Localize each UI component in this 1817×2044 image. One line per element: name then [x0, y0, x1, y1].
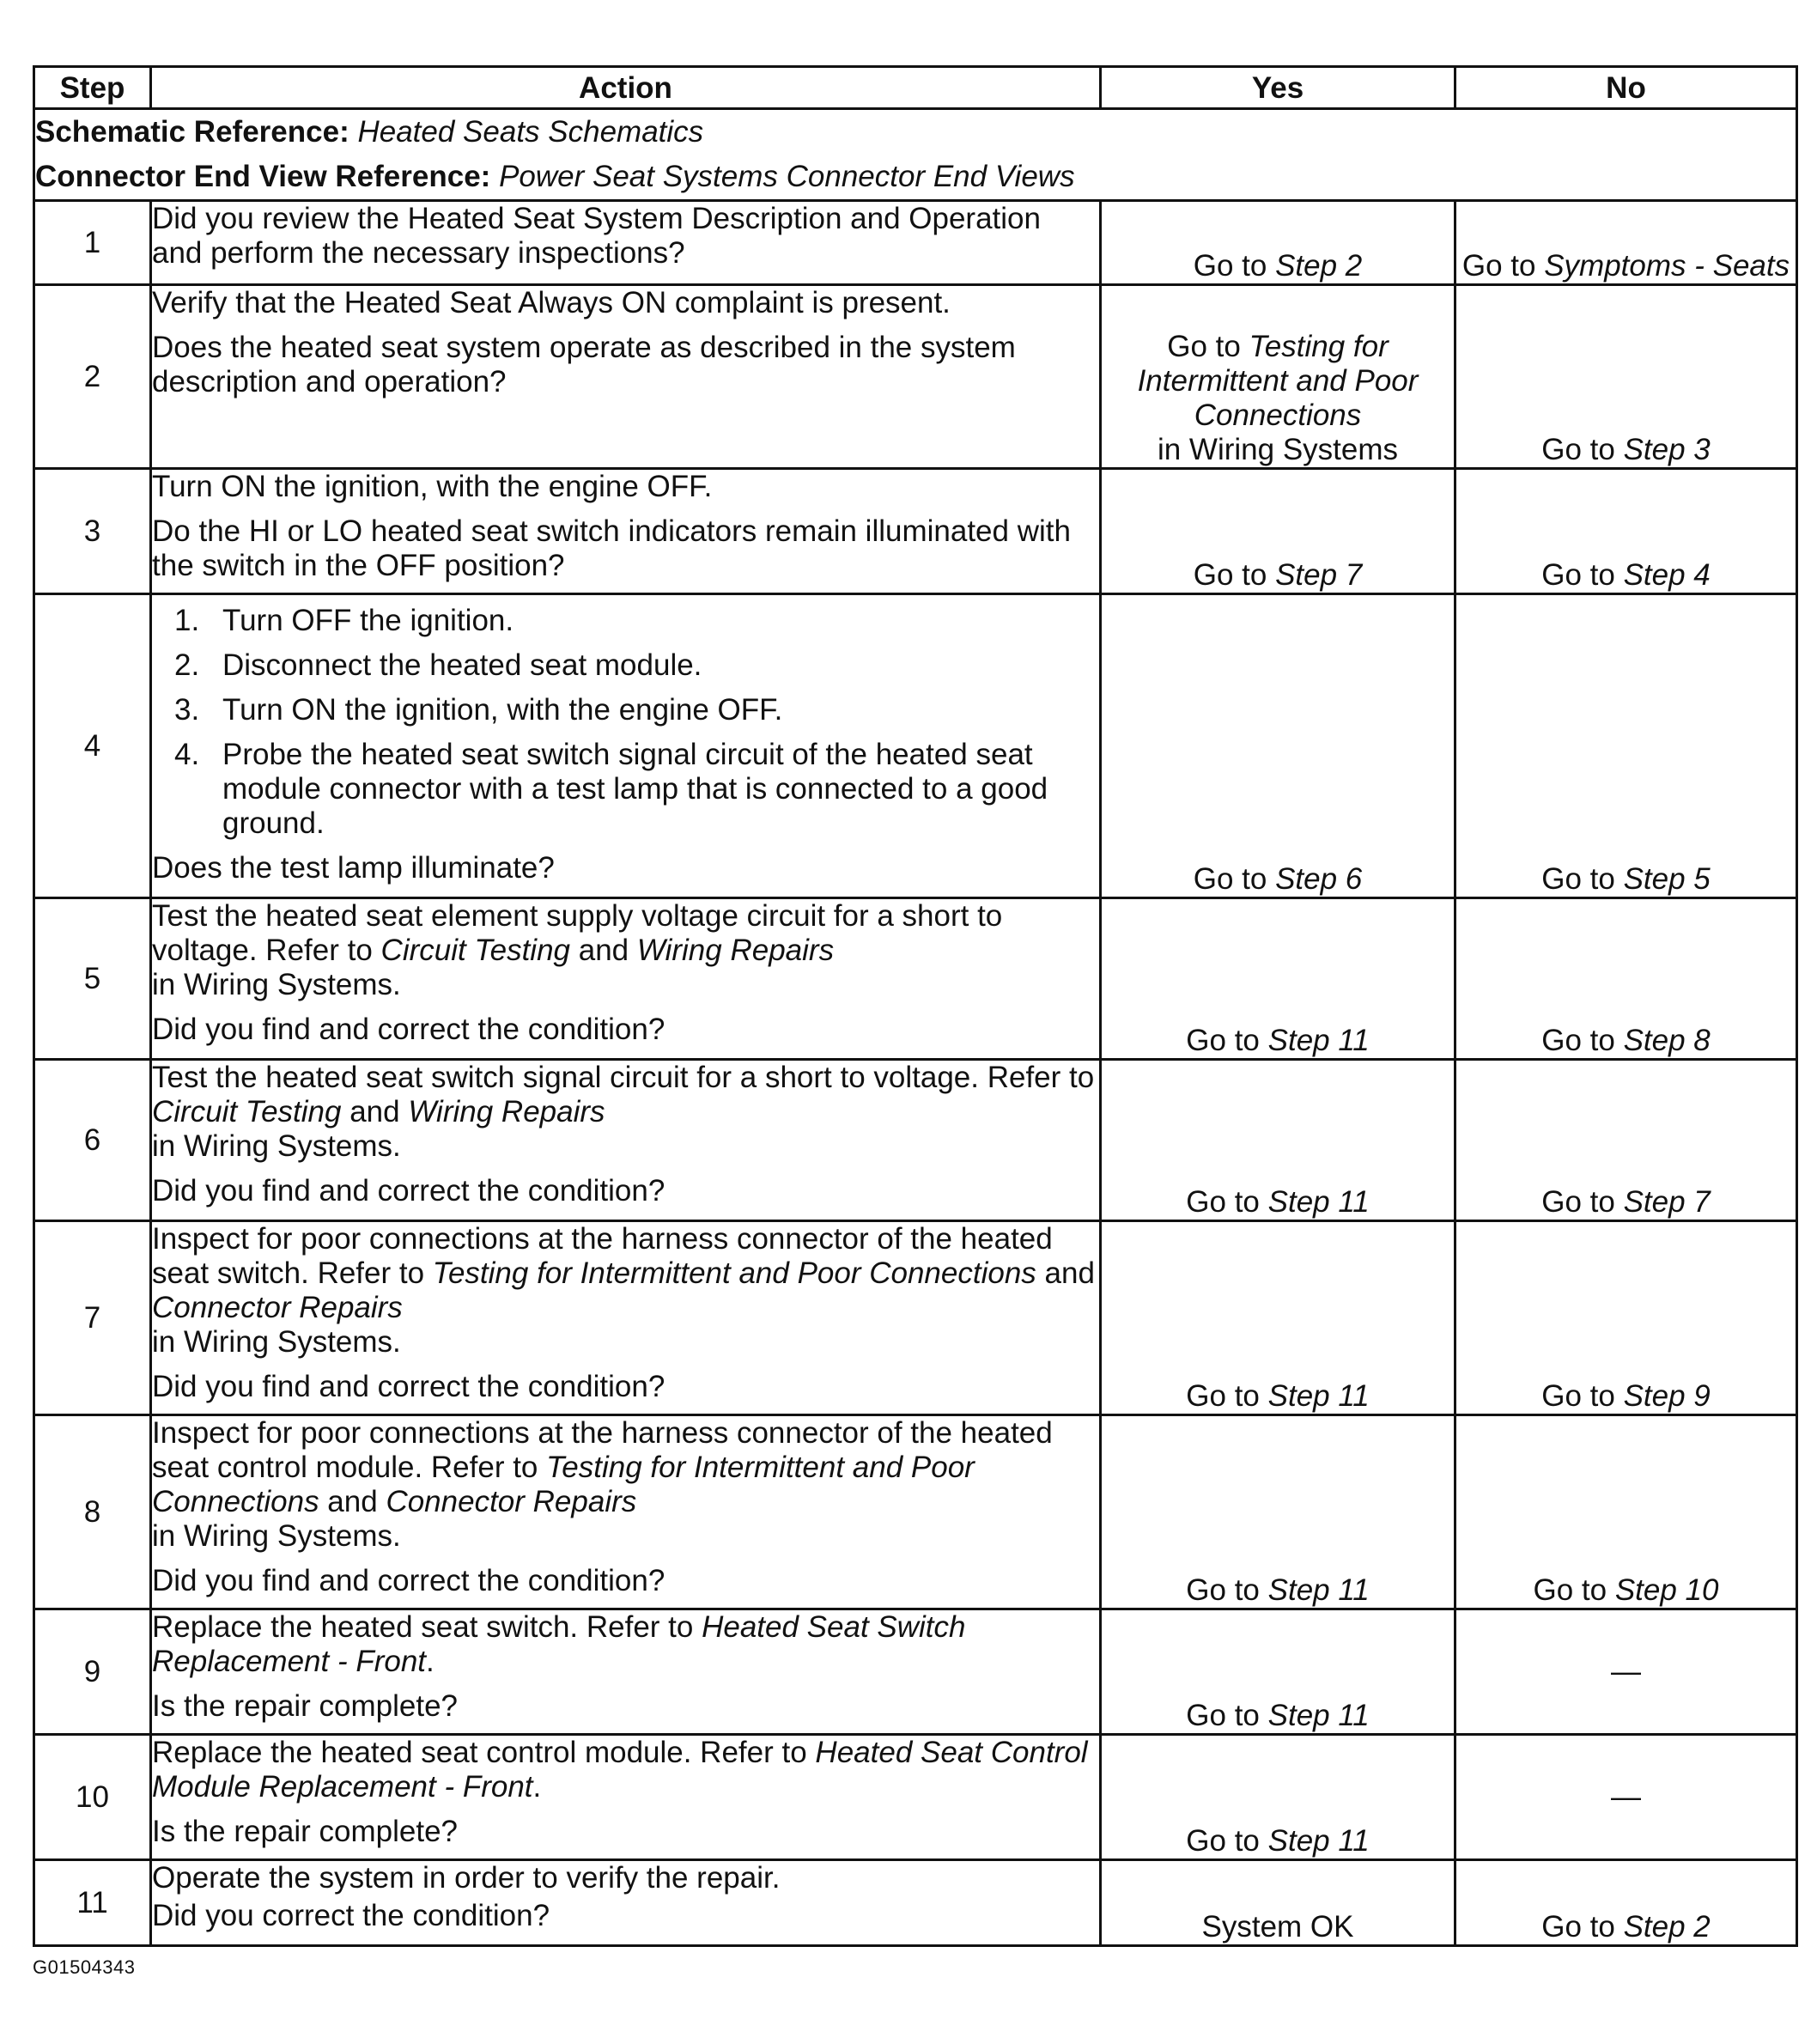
connector-reference: [35, 155, 1796, 199]
table-row: [34, 469, 1797, 594]
no-link: Step 4: [1623, 558, 1711, 592]
action-instruction: [152, 1736, 1099, 1804]
yes-link: Step 11: [1267, 1824, 1370, 1858]
schematic-reference-link: Heated Seats Schematics: [357, 115, 704, 149]
action-text: Test the heated seat element supply voltage circuit for a short to voltage. Refer to: [152, 899, 1003, 967]
step-number: 5: [34, 898, 151, 1060]
no-link: Step 8: [1623, 1024, 1711, 1057]
schematic-reference-label: Schematic Reference:: [35, 115, 349, 149]
procedure-item: [152, 648, 1099, 683]
table-row: [34, 1221, 1797, 1415]
step-number: 9: [34, 1609, 151, 1735]
step-number: 8: [34, 1415, 151, 1609]
action-reference: Wiring Repairs: [408, 1095, 605, 1128]
action-question: Do the HI or LO heated seat switch indicators remain illuminated with the switch in the OFF position?: [152, 514, 1071, 582]
yes-cell: [1101, 285, 1455, 469]
action-text: Replace the heated seat control module. Refer to: [152, 1736, 816, 1769]
action-reference: Connector Repairs: [386, 1485, 637, 1518]
figure-code: G01504343: [33, 1956, 136, 1978]
yes-cell: [1101, 1735, 1455, 1860]
no-prefix: Go to: [1541, 1910, 1624, 1944]
no-link: Symptoms - Seats: [1544, 249, 1790, 283]
no-prefix: Go to: [1541, 433, 1624, 466]
action-text: in Wiring Systems.: [152, 1129, 401, 1163]
action-instruction: [152, 899, 1099, 1002]
action-instruction: [152, 1222, 1099, 1360]
yes-link: Step 11: [1267, 1379, 1370, 1413]
no-prefix: Go to: [1541, 1024, 1624, 1057]
no-prefix: Go to: [1541, 1379, 1624, 1413]
action-cell: [151, 201, 1101, 285]
yes-cell: [1101, 898, 1455, 1060]
table-row: [34, 1735, 1797, 1860]
action-question: Did you correct the condition?: [152, 1899, 550, 1932]
no-prefix: Go to: [1541, 1185, 1624, 1219]
action-reference: Testing for Intermittent and Poor Connections: [152, 1451, 975, 1518]
procedure-item-number: 1.: [174, 604, 200, 637]
no-cell: [1455, 1860, 1797, 1946]
yes-link: Step 6: [1275, 862, 1363, 896]
reference-row: [34, 109, 1797, 201]
yes-link: Step 11: [1267, 1185, 1370, 1219]
table-row: [34, 285, 1797, 469]
yes-cell: [1101, 201, 1455, 285]
yes-prefix: Go to: [1193, 249, 1276, 283]
action-question: Is the repair complete?: [152, 1815, 459, 1848]
no-link: Step 9: [1623, 1379, 1711, 1413]
table-row: [34, 594, 1797, 898]
yes-cell: [1101, 1221, 1455, 1415]
header-no: No: [1455, 67, 1797, 109]
action-instruction: Verify that the Heated Seat Always ON complaint is present.: [152, 286, 951, 319]
no-link: Step 3: [1623, 433, 1711, 466]
yes-prefix: Go to: [1193, 558, 1276, 592]
action-reference: Circuit Testing: [380, 934, 571, 967]
header-yes: Yes: [1101, 67, 1455, 109]
action-text: Inspect for poor connections at the harness connector of the heated seat switch. Refer to: [152, 1222, 1053, 1290]
action-instruction: [152, 1416, 1099, 1554]
table-row: [34, 1609, 1797, 1735]
yes-prefix: Go to: [1167, 330, 1249, 363]
yes-prefix: Go to: [1186, 1699, 1268, 1732]
yes-prefix: Go to: [1186, 1185, 1268, 1219]
action-question: Did you find and correct the condition?: [152, 1370, 665, 1403]
table-row: [34, 201, 1797, 285]
table-row: [34, 1415, 1797, 1609]
action-cell: [151, 898, 1101, 1060]
action-instruction: Operate the system in order to verify the repair.: [152, 1861, 781, 1895]
no-cell: [1455, 1415, 1797, 1609]
reference-cell: [34, 109, 1797, 201]
action-question: Did you find and correct the condition?: [152, 1564, 665, 1597]
yes-link: Step 11: [1267, 1573, 1370, 1607]
yes-link: Step 2: [1275, 249, 1363, 283]
action-question: Did you review the Heated Seat System Description and Operation and perform the necessary inspections?: [152, 202, 1041, 270]
action-text: in Wiring Systems.: [152, 1325, 401, 1359]
no-cell: [1455, 469, 1797, 594]
yes-cell: [1101, 1860, 1455, 1946]
action-question: Does the heated seat system operate as described in the system description and operation?: [152, 331, 1016, 398]
action-text: and: [341, 1095, 409, 1128]
action-cell: [151, 1609, 1101, 1735]
procedure-item: [152, 693, 1099, 727]
yes-prefix: Go to: [1186, 1024, 1268, 1057]
action-cell: [151, 1221, 1101, 1415]
yes-link: Step 11: [1267, 1699, 1370, 1732]
schematic-reference: [35, 110, 1796, 155]
action-instruction: [152, 1061, 1099, 1164]
header-row: [34, 67, 1797, 109]
no-cell: [1455, 1735, 1797, 1860]
no-cell: [1455, 1221, 1797, 1415]
no-prefix: Go to: [1541, 862, 1624, 896]
action-text: Test the heated seat switch signal circuit for a short to voltage. Refer to: [152, 1061, 1095, 1094]
connector-reference-link: Power Seat Systems Connector End Views: [499, 160, 1075, 193]
no-link: Step 10: [1614, 1573, 1719, 1607]
no-prefix: Go to: [1541, 558, 1624, 592]
no-cell: [1455, 594, 1797, 898]
action-question: Did you find and correct the condition?: [152, 1013, 665, 1046]
procedure-item: [152, 604, 1099, 638]
step-number: 4: [34, 594, 151, 898]
no-cell: [1455, 1060, 1797, 1221]
action-cell: [151, 1415, 1101, 1609]
yes-cell: [1101, 469, 1455, 594]
no-link: Step 7: [1623, 1185, 1711, 1219]
yes-cell: [1101, 1609, 1455, 1735]
procedure-item-text: Probe the heated seat switch signal circuit of the heated seat module connector with a test lamp that is connected to a good ground.: [222, 738, 1048, 840]
step-number: 6: [34, 1060, 151, 1221]
action-text: .: [532, 1770, 542, 1804]
action-cell: [151, 1860, 1101, 1946]
action-question: Did you find and correct the condition?: [152, 1174, 665, 1208]
yes-text: System OK: [1201, 1910, 1354, 1944]
action-reference: Circuit Testing: [152, 1095, 342, 1128]
action-reference: Connector Repairs: [152, 1291, 403, 1324]
procedure-item-text: Turn ON the ignition, with the engine OFF.: [222, 693, 783, 727]
step-number: 10: [34, 1735, 151, 1860]
step-number: 11: [34, 1860, 151, 1946]
no-cell: [1455, 898, 1797, 1060]
procedure-item-number: 2.: [174, 648, 200, 682]
yes-link: Step 7: [1275, 558, 1363, 592]
no-link: Step 2: [1623, 1910, 1711, 1944]
action-text: .: [426, 1645, 434, 1678]
procedure-item-number: 4.: [174, 738, 200, 771]
action-cell: [151, 1060, 1101, 1221]
yes-prefix: Go to: [1186, 1824, 1268, 1858]
procedure-item-text: Turn OFF the ignition.: [222, 604, 514, 637]
action-text: Replace the heated seat switch. Refer to: [152, 1610, 702, 1644]
connector-reference-label: Connector End View Reference:: [35, 160, 491, 193]
yes-prefix: Go to: [1186, 1379, 1268, 1413]
diagnostic-document: [33, 65, 1796, 1947]
table-row: [34, 1860, 1797, 1946]
action-text: and: [1036, 1256, 1095, 1290]
procedure-item-number: 3.: [174, 693, 200, 727]
action-reference: Testing for Intermittent and Poor Connections: [432, 1256, 1036, 1290]
action-cell: [151, 285, 1101, 469]
step-number: 2: [34, 285, 151, 469]
action-question: Does the test lamp illuminate?: [152, 851, 555, 885]
no-cell: [1455, 285, 1797, 469]
action-reference: Wiring Repairs: [636, 934, 835, 967]
no-dash: —: [1611, 1654, 1641, 1688]
diagnostic-table: [33, 65, 1798, 1947]
header-action: Action: [151, 67, 1101, 109]
action-text: in Wiring Systems.: [152, 1519, 401, 1553]
action-text: Inspect for poor connections at the harness connector of the heated seat control module. Refer to: [152, 1416, 1053, 1484]
table-row: [34, 898, 1797, 1060]
no-cell: [1455, 201, 1797, 285]
yes-link: Testing for Intermittent and Poor Connections: [1137, 330, 1419, 432]
yes-prefix: Go to: [1186, 1573, 1268, 1607]
procedure-item-text: Disconnect the heated seat module.: [222, 648, 702, 682]
yes-cell: [1101, 1060, 1455, 1221]
action-text: in Wiring Systems.: [152, 968, 401, 1001]
yes-link: Step 11: [1267, 1024, 1370, 1057]
no-prefix: Go to: [1533, 1573, 1615, 1607]
no-dash: —: [1611, 1779, 1641, 1814]
step-number: 1: [34, 201, 151, 285]
action-text: and: [319, 1485, 386, 1518]
table-row: [34, 1060, 1797, 1221]
action-cell: [151, 469, 1101, 594]
no-cell: [1455, 1609, 1797, 1735]
action-instruction: Turn ON the ignition, with the engine OFF.: [152, 470, 713, 503]
action-reference: Heated Seat Control Module Replacement - Front: [152, 1736, 1088, 1804]
action-cell: [151, 1735, 1101, 1860]
action-reference: Heated Seat Switch Replacement - Front: [152, 1610, 966, 1678]
step-number: 7: [34, 1221, 151, 1415]
action-instruction: [152, 1610, 1099, 1679]
procedure-item: [152, 738, 1099, 841]
yes-cell: [1101, 1415, 1455, 1609]
header-step: Step: [34, 67, 151, 109]
yes-suffix: in Wiring Systems: [1157, 433, 1399, 466]
no-prefix: Go to: [1462, 249, 1545, 283]
yes-cell: [1101, 594, 1455, 898]
action-text: and: [570, 934, 637, 967]
yes-prefix: Go to: [1193, 862, 1276, 896]
action-cell: [151, 594, 1101, 898]
procedure-list: [152, 604, 1099, 841]
step-number: 3: [34, 469, 151, 594]
no-link: Step 5: [1623, 862, 1711, 896]
action-question: Is the repair complete?: [152, 1689, 459, 1723]
